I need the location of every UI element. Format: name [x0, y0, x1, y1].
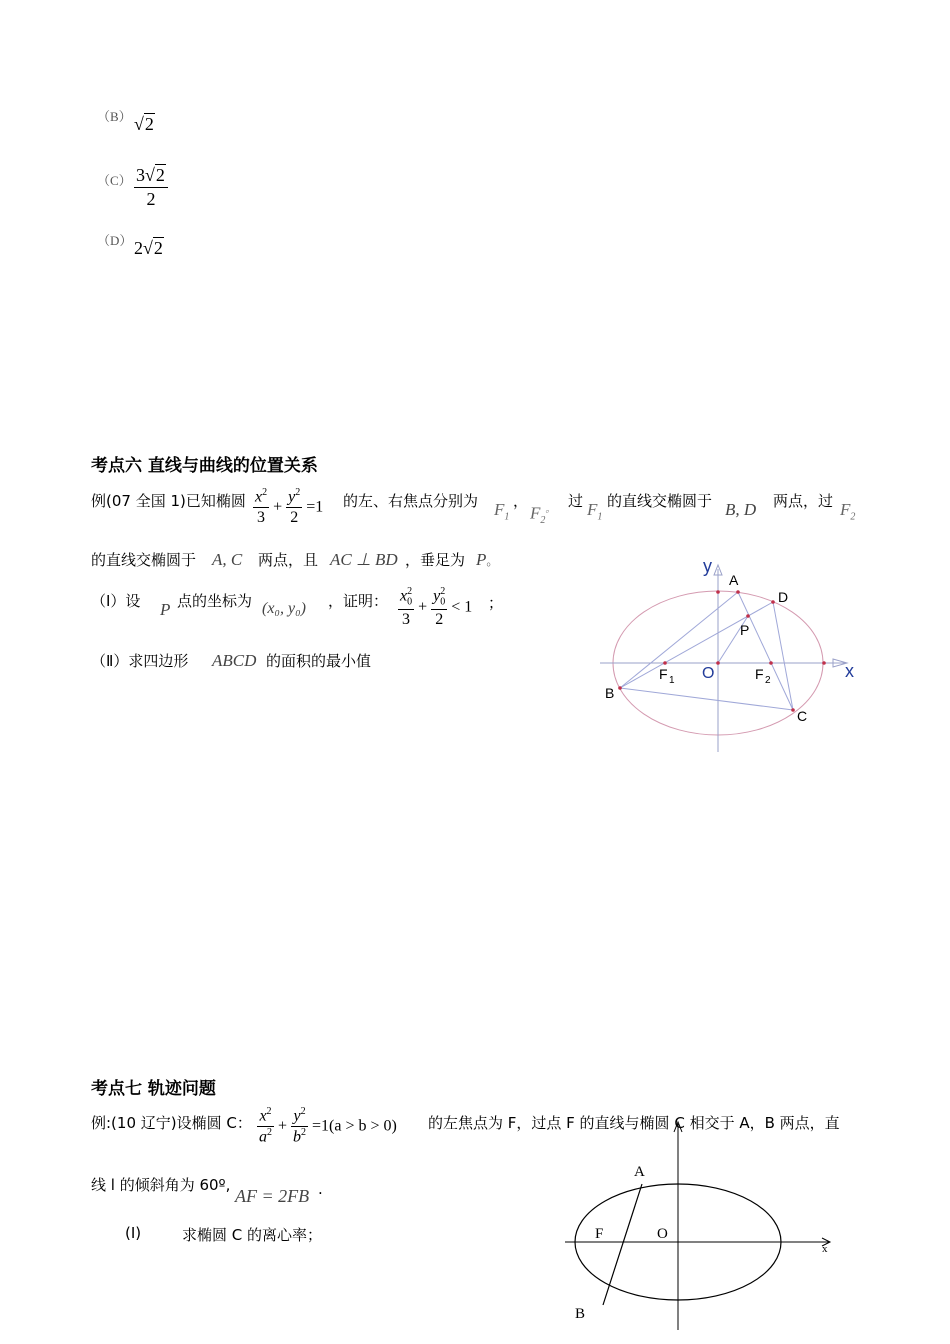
section6-line2-c: ，垂足为 — [405, 551, 466, 569]
section7-line2: 线 l 的倾斜角为 60º, — [91, 1176, 231, 1194]
point-top — [716, 590, 720, 594]
section6-line2-b: 两点，且 — [258, 551, 319, 569]
section6-q1-b: 点的坐标为 — [177, 592, 253, 610]
point-d — [771, 600, 775, 604]
section6-intro-b: 的左、右焦点分别为 — [343, 492, 479, 510]
label-x: x — [845, 661, 854, 681]
option-c-label: （C） — [97, 173, 132, 188]
section6-f2-b: $F_2$ — [840, 500, 856, 523]
chord-ab — [603, 1184, 642, 1305]
section7-intro-a: 例:(10 辽宁)设椭圆 C： — [91, 1114, 252, 1132]
section6-line2-a: 的直线交椭圆于 — [91, 551, 197, 569]
label-o: O — [702, 665, 715, 682]
section6-q1-coord: (x₀, y₀) — [262, 600, 306, 617]
chord-bd — [620, 602, 773, 688]
section7-intro-b: 的左焦点为 F，过点 F 的直线与椭圆 C 相交于 A，B 两点，直 — [428, 1114, 840, 1132]
segment-bc — [620, 688, 793, 710]
label-f2-sub: 2 — [765, 675, 771, 686]
label-f1: F — [659, 666, 668, 682]
section6-q1-inequality: $\frac{x_0^2}{3}$ + $\frac{y_0^2}{2}$ < 1 — [400, 586, 473, 629]
section6-q1-c: ，证明： — [328, 592, 389, 610]
segment-dc — [773, 602, 793, 710]
section6-q1-end: ； — [488, 594, 504, 612]
point-f2 — [769, 661, 773, 665]
ellipse-focal-chord-figure — [560, 1118, 840, 1340]
label-d: D — [778, 589, 789, 605]
section7-ellipse-equation: $\frac{x^2}{a^2}$ + $\frac{y^2}{b^2}$ =1(a > b > 0) — [259, 1106, 397, 1146]
point-b — [618, 686, 622, 690]
label-b: B — [605, 685, 615, 701]
ellipse-focal-chords-figure — [595, 555, 865, 760]
option-d-value: 2√2 — [134, 238, 163, 258]
section7-q1-text: 求椭圆 C 的离心率； — [182, 1226, 323, 1244]
section6-perp: AC ⊥ BD — [330, 550, 398, 569]
point-o — [716, 661, 720, 665]
section6-p: P。 — [476, 550, 499, 569]
label-f2: F — [755, 666, 764, 682]
section7-q1-num: (I) — [125, 1224, 142, 1242]
point-f1 — [663, 661, 667, 665]
section6-bd: B, D — [725, 500, 757, 519]
label-x: x — [822, 1243, 828, 1255]
label-f: F — [595, 1226, 604, 1242]
section7-line2-eq: AF = 2FB — [235, 1186, 310, 1206]
option-c-value: $\frac{3√2}{2}$ — [134, 164, 168, 210]
option-b-label: （B） — [97, 109, 132, 124]
point-vertex — [822, 661, 826, 665]
label-o: O — [657, 1226, 668, 1242]
point-a — [736, 590, 740, 594]
section6-intro-c: 的直线交椭圆于 — [607, 492, 713, 510]
label-f1-sub: 1 — [669, 675, 675, 686]
label-a: A — [729, 572, 739, 588]
chord-ac — [738, 592, 793, 710]
section7-line2-end: . — [318, 1180, 323, 1198]
section6-heading: 考点六 直线与曲线的位置关系 — [91, 456, 318, 476]
label-y: y — [703, 556, 712, 576]
section6-q2-abcd: ABCD — [212, 651, 257, 670]
section6-f1: $F_1$ — [494, 500, 510, 523]
section6-q1-a: （Ⅰ）设 — [91, 592, 141, 610]
section6-f2: $F_2^。$ — [530, 503, 556, 527]
section6-q1-p: P — [160, 600, 171, 619]
segment-ab — [620, 592, 738, 688]
point-c — [791, 708, 795, 712]
point-p — [746, 614, 750, 618]
section6-through: 过 — [568, 492, 584, 510]
section6-sep: ， — [513, 492, 529, 510]
section6-two-points: 两点，过 — [773, 492, 834, 510]
section6-q2-a: （Ⅱ）求四边形 — [91, 652, 189, 670]
option-d-label: （D） — [97, 233, 133, 248]
section6-q2-b: 的面积的最小值 — [266, 652, 372, 670]
option-b-value: √2 — [134, 114, 154, 134]
label-p: P — [740, 622, 750, 638]
label-b: B — [575, 1306, 586, 1322]
section6-intro-a: 例(07 全国 1)已知椭圆 — [91, 492, 246, 510]
section6-ellipse-equation: $\frac{x^2}{3}$ + $\frac{y^2}{2}$ =1 — [255, 487, 324, 527]
section6-f1-b: $F_1$ — [587, 500, 603, 523]
section7-heading: 考点七 轨迹问题 — [91, 1079, 216, 1099]
section6-ac: A, C — [212, 550, 243, 569]
label-a: A — [634, 1164, 645, 1180]
label-c: C — [797, 708, 808, 724]
